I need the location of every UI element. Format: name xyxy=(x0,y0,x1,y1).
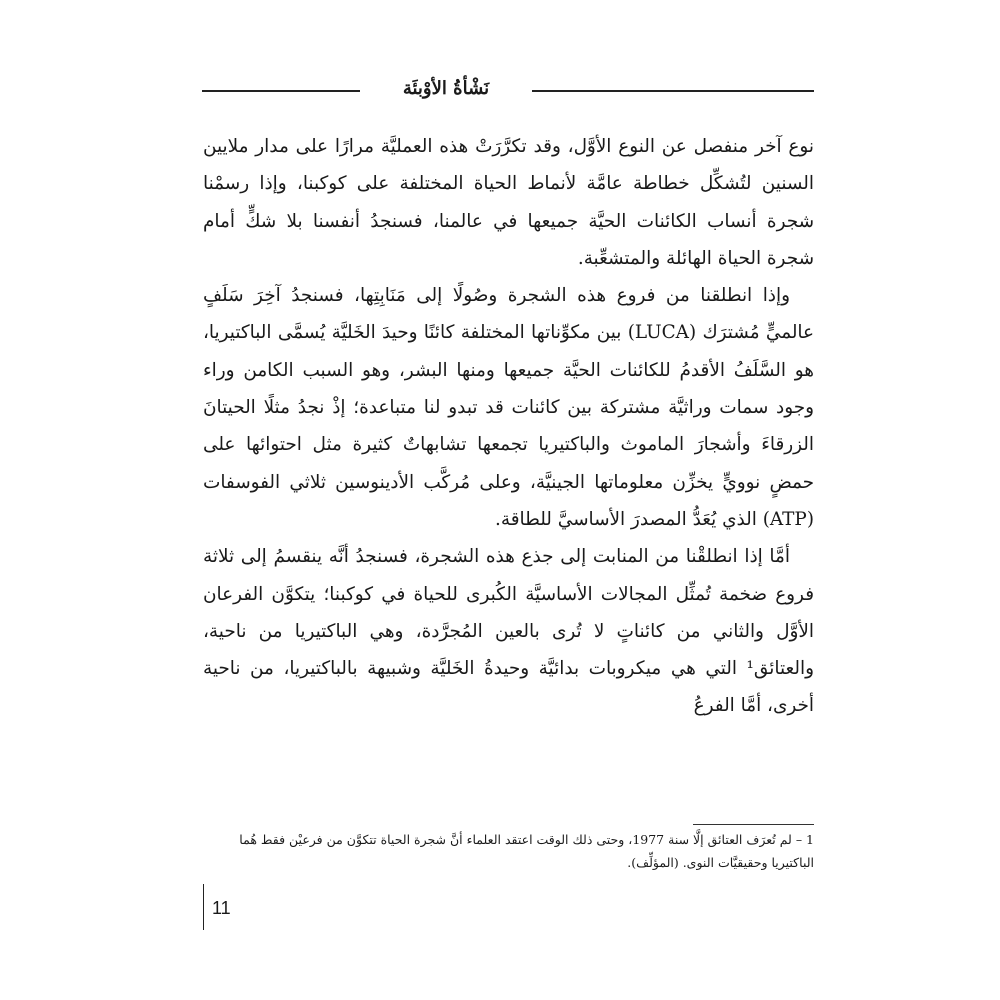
paragraph: وإذا انطلقنا من فروع هذه الشجرة وصُولًا إلى مَنَابِتِها، فسنجدُ آخِرَ سَلَفٍ عالميٍّ مُشترَك (LUCA) بين مكوِّناتها المختلفة كائنًا وحيدَ الخَليَّة يُسمَّى الباكتيريا، هو السَّلَفُ الأقدمُ للكائنات الحيَّة جميعها ومنها البشر، وهو السبب الكامن وراء وجود سمات وراثيَّة مشتركة بين كائنات قد تبدو لنا متباعدة؛ إذْ نجدُ مثلًا الحيتانَ الزرقاءَ وأشجارَ الماموث والباكتيريا تجمعها تشابهاتٌ كثيرة مثل احتوائها على حمضٍ نوويٍّ يخزِّن معلوماتها الجينيَّة، وعلى مُركَّب الأدينوسين ثلاثي الفوسفات (ATP) الذي يُعَدُّ المصدرَ الأساسيَّ للطاقة. xyxy=(203,285,815,530)
page-number: 11 xyxy=(212,898,231,918)
header-rule-left xyxy=(202,90,360,92)
footnote-separator xyxy=(693,824,814,825)
paragraph: أمَّا إذا انطلقْنا من المنابت إلى جذع هذه الشجرة، فسنجدُ أنَّه ينقسمُ إلى ثلاثة فروع ضخمة تُمثِّل المجالات الأساسيَّة الكُبرى للحياة في كوكبنا؛ يتكوَّن الفرعان الأوَّل والثاني من كائناتٍ لا تُرى بالعين المُجرَّدة، وهي الباكتيريا من ناحية، والعتائق¹ التي هي ميكروبات بدائيَّة وحيدةُ الخَليَّة وشبيهة بالباكتيريا، من ناحية أخرى، أمَّا الفرعُ xyxy=(203,546,814,717)
page-number-rule xyxy=(203,884,204,930)
header-rule-right xyxy=(532,90,814,92)
running-head: نَشْأةُ الأوْبئَة xyxy=(402,78,490,99)
paragraph: نوع آخر منفصل عن النوع الأوَّل، وقد تكرَّرَتْ هذه العمليَّة مرارًا على مدار ملايين السنين لتُشكِّل خطاطة عامَّة لأنماط الحياة المختلفة على كوكبنا، وإذا رسمْنا شجرة أنساب الكائنات الحيَّة جميعها في عالمنا، فسنجدُ أنفسنا بلا شكٍّ أمام شجرة الحياة الهائلة والمتشعِّبة. xyxy=(203,136,814,269)
footnote: 1 – لم تُعرَف العتائق إلَّا سنة 1977، وحتى ذلك الوقت اعتقد العلماء أنَّ شجرة الحياة تتكوَّن من فرعيْن فقط هُما الباكتيريا وحقيقيَّات النوى. (المؤلِّف). xyxy=(239,832,814,870)
body-text xyxy=(203,128,814,725)
